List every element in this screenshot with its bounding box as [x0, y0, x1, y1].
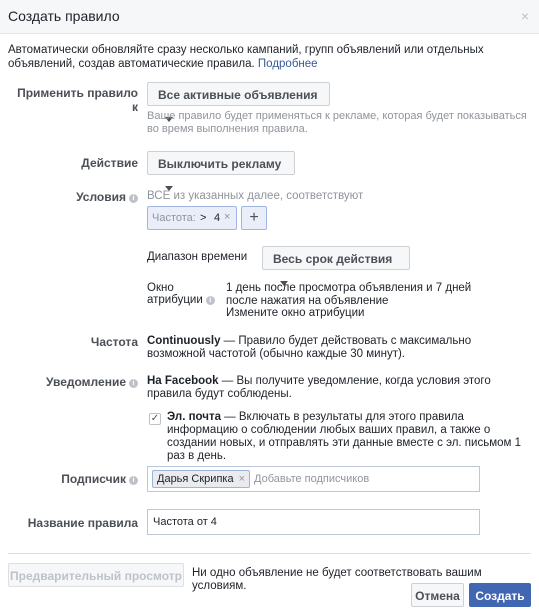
subscriber-placeholder: Добавьте подписчиков	[254, 473, 370, 485]
action-value: Выключить рекламу	[158, 157, 282, 171]
notification-label	[8, 375, 138, 389]
remove-subscriber-icon[interactable]: ×	[238, 473, 246, 485]
dialog-title: Создать правило	[8, 8, 120, 24]
attribution-label	[147, 294, 215, 307]
email-description	[167, 411, 529, 463]
notification-text: — Вы получите уведомление, когда условия этого правила будут соблюдены.	[147, 375, 491, 400]
attribution-label-line2: атрибуции	[147, 294, 203, 306]
apply-rule-note: Ваше правило будет применяться к рекламе, которая будет показываться во время выполнения правила.	[147, 110, 527, 135]
change-attribution-link[interactable]: Измените окно атрибуции	[226, 307, 365, 319]
subscriber-token	[152, 470, 250, 488]
subscriber-label-text: Подписчик	[61, 472, 126, 486]
subscriber-label	[8, 472, 138, 486]
add-condition-button[interactable]: +	[241, 206, 267, 230]
frequency-description	[147, 335, 517, 361]
email-text: — Включать в результаты для этого правила информацию о соблюдении любых ваших правил, а также о создании новых, и отправлять эти данные вместе с эл. письмом 1 раз в день.	[167, 411, 521, 462]
apply-rule-value: Все активные объявления	[158, 88, 318, 102]
notification-channel: На Facebook	[147, 375, 219, 387]
apply-rule-label: Применить правило к	[17, 86, 138, 114]
conditions-label-text: Условия	[76, 190, 126, 204]
close-icon[interactable]: ×	[520, 8, 529, 24]
frequency-text: — Правило будет действовать с максимально возможной частотой (обычно каждые 30 минут).	[147, 335, 472, 360]
apply-rule-dropdown[interactable]	[147, 82, 330, 106]
learn-more-link[interactable]: Подробнее	[257, 58, 318, 70]
notification-label-text: Уведомление	[45, 375, 126, 389]
remove-condition-icon[interactable]: ×	[224, 211, 231, 223]
attribution-label-line1: Окно	[147, 282, 174, 294]
info-icon[interactable]: i	[129, 194, 138, 203]
time-range-value: Весь срок действия	[273, 252, 393, 266]
info-icon[interactable]: i	[129, 379, 138, 388]
time-range-label: Диапазон времени	[147, 251, 248, 263]
frequency-label: Частота	[90, 335, 138, 349]
time-range-dropdown[interactable]	[262, 246, 410, 270]
info-icon[interactable]: i	[129, 476, 138, 485]
footer-divider	[8, 553, 531, 554]
conditions-label	[8, 190, 138, 204]
notification-description	[147, 375, 527, 401]
rule-name-input[interactable]	[147, 509, 480, 535]
conditions-heading: ВСЕ из указанных далее, соответствуют	[147, 190, 364, 202]
frequency-value: Continuously	[147, 335, 221, 347]
action-label: Действие	[81, 156, 138, 170]
condition-chip[interactable]	[147, 206, 237, 230]
subscriber-input[interactable]	[147, 466, 480, 492]
condition-field: Частота:	[152, 212, 196, 224]
email-checkbox[interactable]: ✓	[150, 413, 160, 424]
cancel-button[interactable]: Отмена	[411, 583, 464, 607]
action-dropdown[interactable]	[147, 151, 295, 175]
email-label: Эл. почта	[167, 411, 221, 423]
condition-value: 4	[214, 212, 221, 224]
intro-text	[8, 43, 528, 71]
intro-description: Автоматически обновляйте сразу несколько кампаний, групп объявлений или отдельных объявлений, создав автоматические правила.	[8, 44, 484, 70]
rule-name-value: Частота от 4	[153, 516, 217, 528]
footer-message: Ни одно объявление не будет соответствовать вашим условиям.	[192, 567, 482, 592]
condition-operator: >	[200, 212, 207, 224]
attribution-text: 1 день после просмотра объявления и 7 дней после нажатия на объявление	[226, 282, 472, 307]
rule-name-label: Название правила	[27, 516, 138, 530]
subscriber-token-name: Дарья Скрипка	[157, 473, 234, 485]
create-button[interactable]: Создать	[469, 583, 531, 607]
preview-button[interactable]: Предварительный просмотр	[8, 563, 184, 587]
info-icon[interactable]: i	[206, 296, 215, 305]
